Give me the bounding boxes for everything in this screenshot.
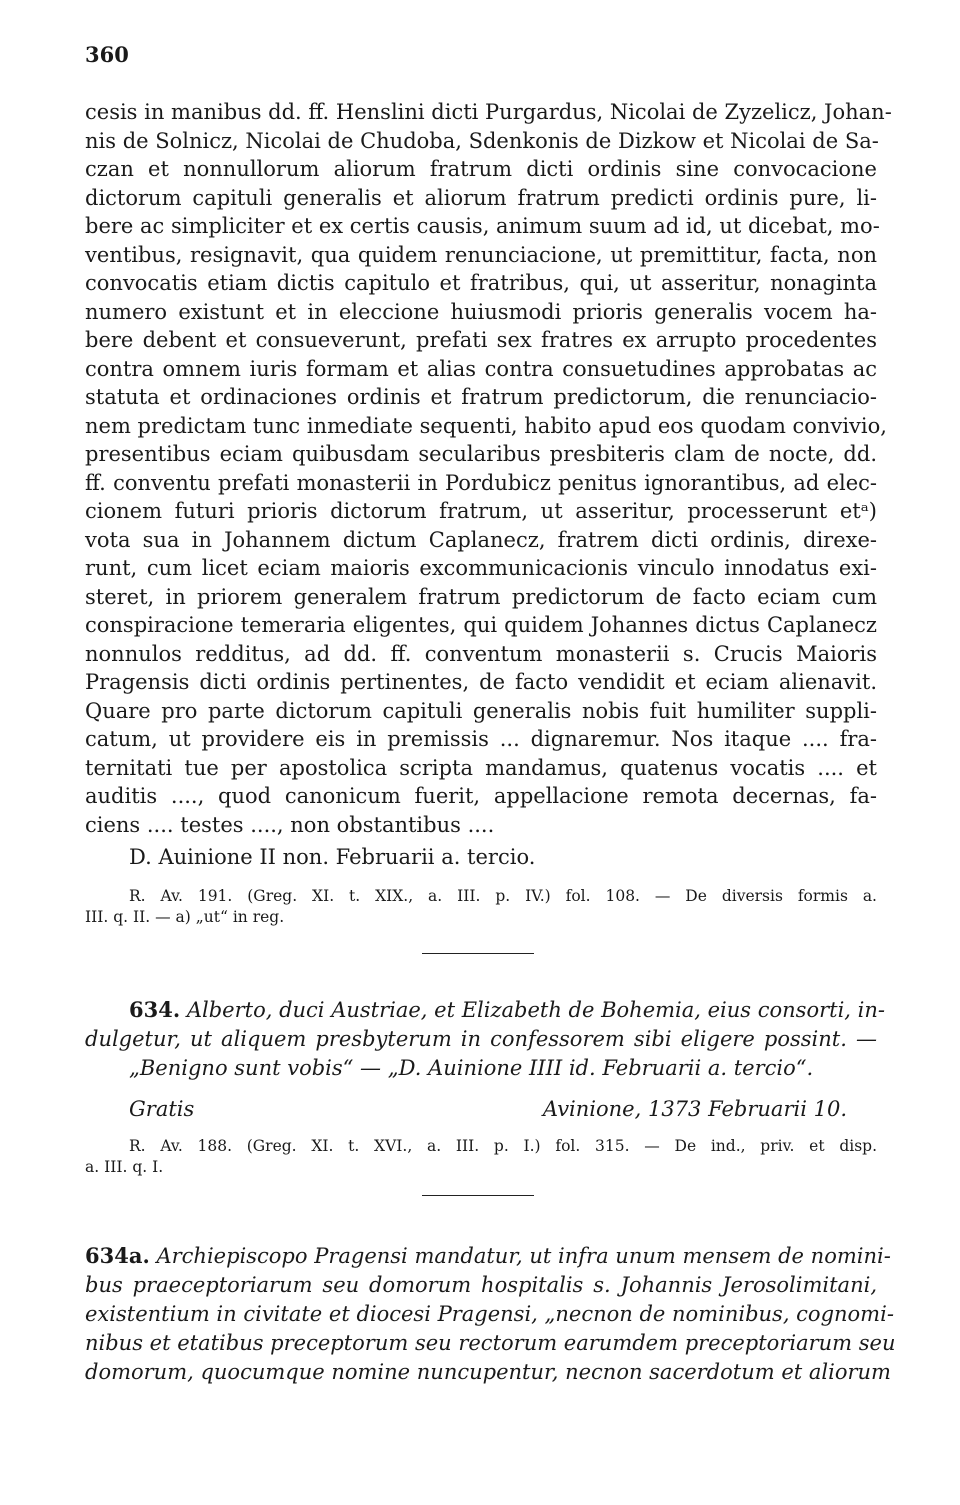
text-line: ternitati tue per apostolica scripta mandamus, quatenus vocatis .... et	[85, 755, 877, 780]
text-line: convocatis etiam dictis capitulo et fratribus, qui, ut asseritur, nonaginta	[85, 271, 877, 295]
text-line: nem predictam tunc inmediate sequenti, habito apud eos quodam convivio,	[85, 413, 887, 438]
text-line: dictorum capituli generalis et aliorum fratrum predicti ordinis pure, li-	[85, 185, 877, 210]
footnote-line: III. q. II. — a) „ut“ in reg.	[85, 908, 285, 926]
text-line: bere ac simpliciter et ex certis causis, animum suum ad id, ut dicebat, mo-	[85, 214, 880, 238]
entry-line: dulgetur, ut aliquem presbyterum in confessorem sibi eligere possint. —	[85, 1027, 877, 1051]
text-line: Pragensis dicti ordinis pertinentes, de facto vendidit et eciam alienavit.	[85, 670, 877, 694]
text-line: conspiracione temeraria eligentes, qui quidem Johannes dictus Caplanecz	[85, 613, 877, 637]
footnote-line: R. Av. 191. (Greg. XI. t. XIX., a. III. p. IV.) fol. 108. — De diversis formis a.	[129, 887, 877, 905]
gratis-row	[129, 1097, 847, 1121]
entry-text: Alberto, duci Austriae, et Elizabeth de Bohemia, eius consorti, in-	[186, 998, 885, 1022]
section-divider	[422, 953, 534, 954]
footnote-634-previous	[85, 886, 877, 928]
footnote-line: R. Av. 188. (Greg. XI. t. XVI., a. III. p. I.) fol. 315. — De ind., priv. et disp.	[129, 1137, 877, 1155]
entry-line	[85, 995, 885, 1025]
text-line: nonnulos redditus, ad dd. ff. conventum monasterii s. Crucis Maioris	[85, 641, 877, 666]
text-line: catum, ut providere eis in premissis ... dignaremur. Nos itaque .... fra-	[85, 727, 877, 751]
text-line: cesis in manibus dd. ff. Henslini dicti Purgardus, Nicolai de Zyzelicz, Johan-	[85, 100, 892, 124]
entry-634a	[85, 1241, 896, 1387]
entry-line: existentium in civitate et diocesi Pragensi, „necnon de nominibus, cognomi-	[85, 1302, 894, 1326]
entry-number: 634.	[129, 997, 181, 1022]
entry-line: domorum, quocumque nomine nuncupentur, necnon sacerdotum et aliorum	[85, 1360, 891, 1384]
footnote-line: a. III. q. I.	[85, 1158, 164, 1176]
entry-text: Archiepiscopo Pragensi mandatur, ut infra unum mensem de nomini-	[156, 1244, 891, 1268]
text-line: numero existunt et in eleccione huiusmodi prioris generalis vocem ha-	[85, 299, 877, 324]
gratis-label: Gratis	[129, 1097, 195, 1121]
text-line: ff. conventu prefati monasterii in Pordubicz penitus ignorantibus, ad elec-	[85, 470, 877, 495]
entry-line: nibus et etatibus preceptorum seu rectorum earumdem preceptoriarum seu	[85, 1331, 896, 1355]
place-date: Avinione, 1373 Februarii 10.	[542, 1097, 847, 1121]
entry-line: bus praeceptoriarum seu domorum hospitalis s. Johannis Jerosolimitani,	[85, 1273, 877, 1297]
text-line: bere debent et consueverunt, prefati sex fratres ex arrupto procedentes	[85, 328, 877, 352]
main-text-body	[85, 98, 892, 839]
text-line: presentibus eciam quibusdam secularibus presbiteris clam de nocte, dd.	[85, 442, 877, 466]
text-line: contra omnem iuris formam et alias contra consuetudines approbatas ac	[85, 356, 877, 381]
text-line: auditis ...., quod canonicum fuerit, appellacione remota decernas, fa-	[85, 784, 877, 808]
dating-line: D. Auinione II non. Februarii a. tercio.	[129, 845, 536, 869]
footnote-634	[85, 1136, 877, 1178]
text-line: ciens .... testes ...., non obstantibus ....	[85, 812, 495, 837]
text-line: nis de Solnicz, Nicolai de Chudoba, Sdenkonis de Dizkow et Nicolai de Sa-	[85, 128, 879, 153]
text-line: ventibus, resignavit, qua quidem renunciacione, ut premittitur, facta, non	[85, 242, 877, 267]
text-line: czan et nonnullorum aliorum fratrum dicti ordinis sine convocacione	[85, 157, 877, 181]
entry-line	[85, 1241, 891, 1271]
section-divider	[422, 1195, 534, 1196]
entry-634	[85, 995, 885, 1083]
page-number: 360	[85, 42, 129, 67]
text-line: Quare pro parte dictorum capituli generalis nobis fuit humiliter suppli-	[85, 698, 877, 723]
entry-number: 634a.	[85, 1243, 150, 1268]
text-line: cionem futuri prioris dictorum fratrum, ut asseritur, processerunt etᵃ)	[85, 499, 877, 523]
text-line: steret, in priorem generalem fratrum predictorum de facto eciam cum	[85, 584, 877, 609]
text-line: vota sua in Johannem dictum Caplanecz, fratrem dicti ordinis, direxe-	[85, 527, 877, 552]
text-line: statuta et ordinaciones ordinis et fratrum predictorum, die renunciacio-	[85, 385, 877, 409]
text-line: runt, cum licet eciam maioris excommunicacionis vinculo innodatus exi-	[85, 556, 877, 580]
entry-line: „Benigno sunt vobis“ — „D. Auinione IIII id. Februarii a. tercio“.	[129, 1056, 814, 1080]
